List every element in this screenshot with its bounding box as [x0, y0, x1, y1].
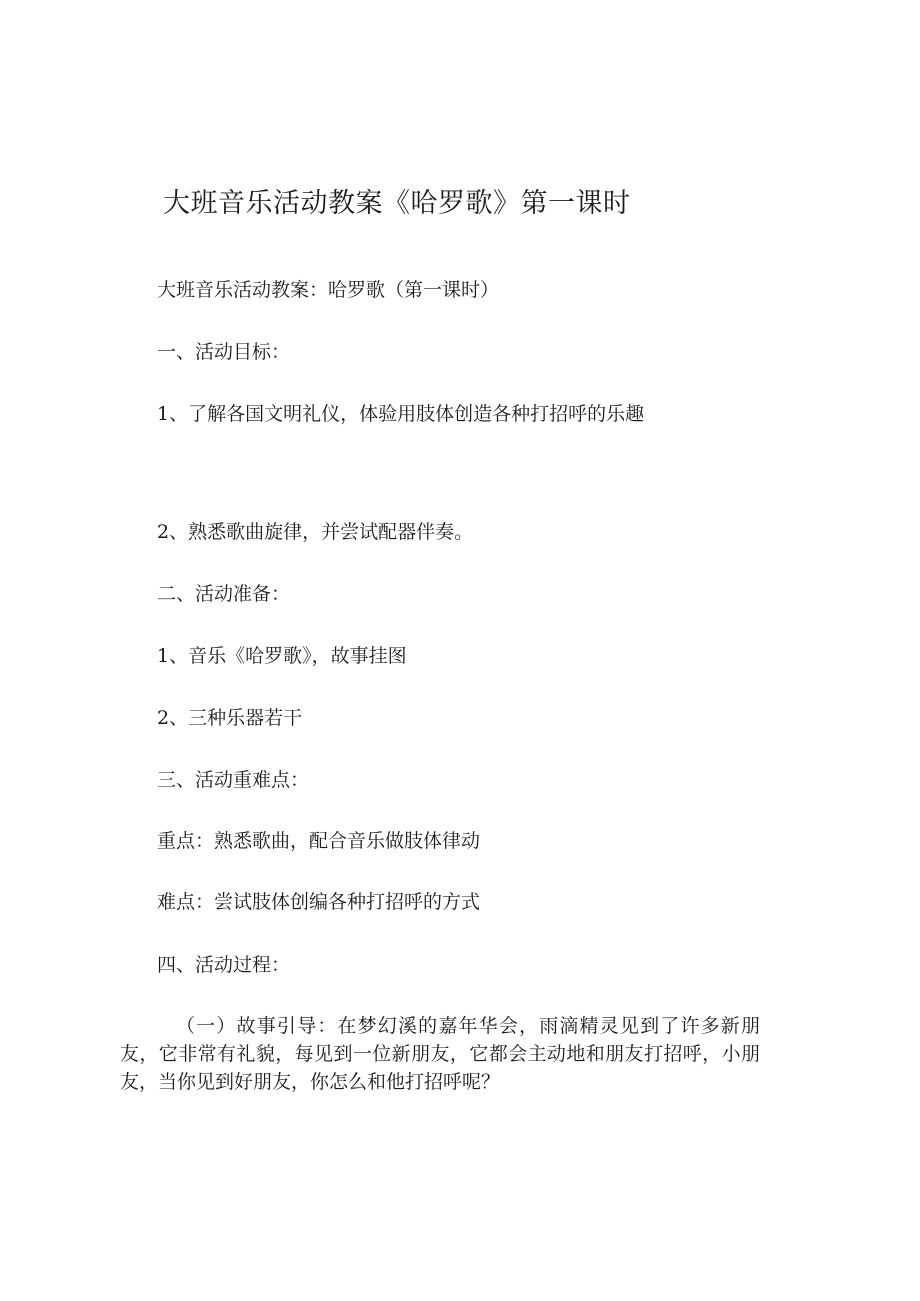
section-heading-process: 四、活动过程： — [157, 954, 291, 976]
preparation-item-1: 1、音乐《哈罗歌》，故事挂图 — [157, 645, 407, 667]
section-heading-key-points: 三、活动重难点： — [157, 769, 310, 791]
section-heading-preparation: 二、活动准备： — [157, 583, 291, 605]
story-intro-paragraph: （一）故事引导：在梦幻溪的嘉年华会，雨滴精灵见到了许多新朋友，它非常有礼貌，每见到一位新朋友，它都会主动地和朋友打招呼，小朋友，当你见到好朋友，你怎么和他打招呼呢？ — [120, 1015, 760, 1093]
subtitle-line: 大班音乐活动教案：哈罗歌（第一课时） — [157, 279, 500, 301]
key-point-focus: 重点：熟悉歌曲，配合音乐做肢体律动 — [157, 830, 481, 852]
section-heading-goals: 一、活动目标： — [157, 341, 291, 363]
key-point-difficulty: 难点：尝试肢体创编各种打招呼的方式 — [157, 891, 481, 913]
goal-item-1: 1、了解各国文明礼仪，体验用肢体创造各种打招呼的乐趣 — [157, 403, 645, 425]
goal-item-2: 2、熟悉歌曲旋律，并尝试配器伴奏。 — [157, 521, 474, 543]
preparation-item-2: 2、三种乐器若干 — [157, 707, 303, 729]
document-title: 大班音乐活动教案《哈罗歌》第一课时 — [163, 188, 631, 219]
